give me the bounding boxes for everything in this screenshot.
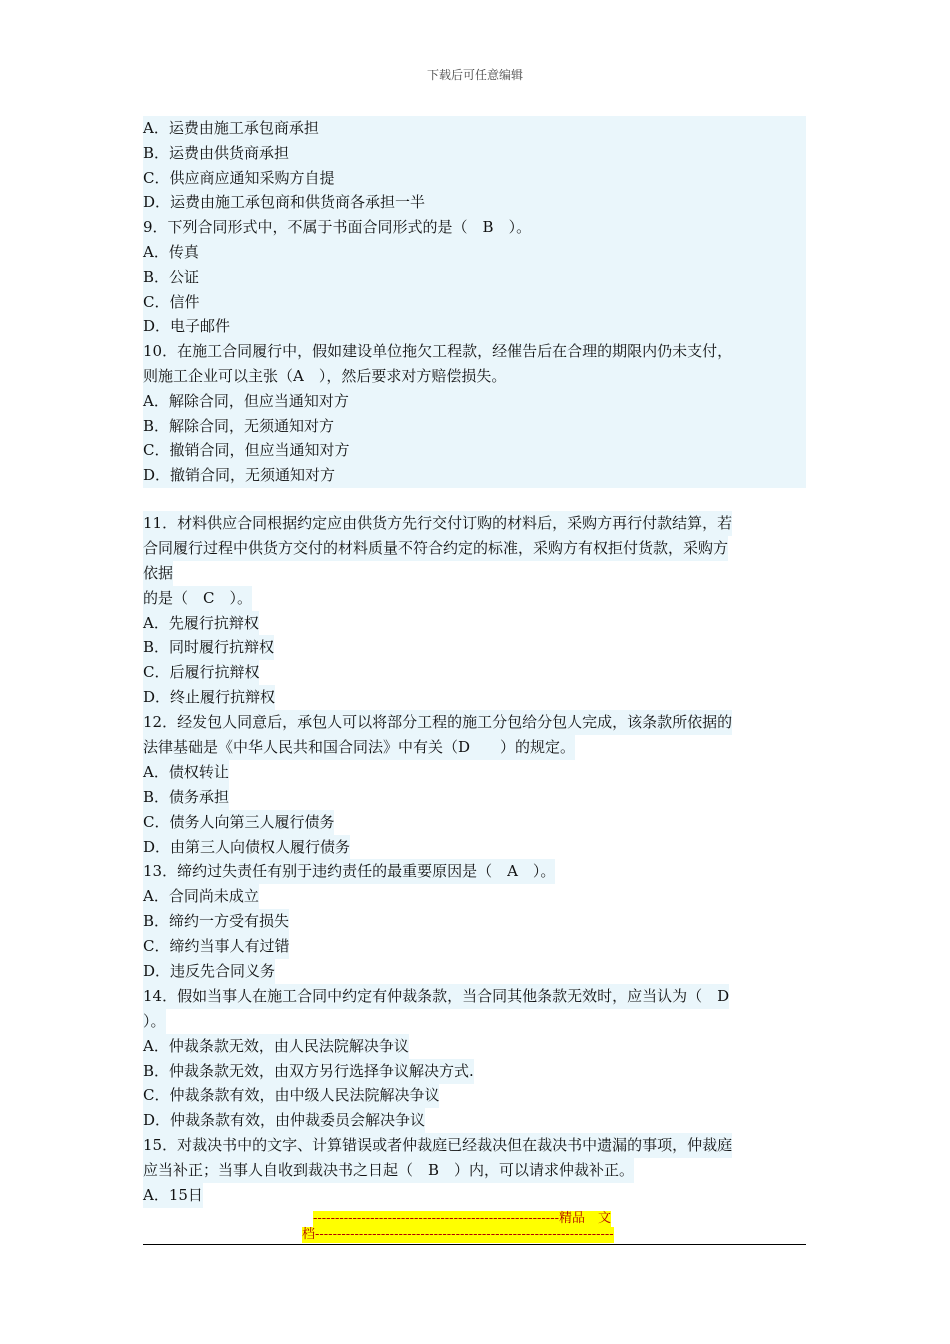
option-d: D．由第三人向债权人履行债务 xyxy=(143,835,350,860)
question-11-line-2: 合同履行过程中供货方交付的材料质量不符合约定的标准，采购方有权拒付货款，采购方 xyxy=(143,536,728,561)
question-15-line-1: 15．对裁决书中的文字、计算错误或者仲裁庭已经裁决但在裁决书中遗漏的事项，仲裁庭 xyxy=(143,1133,732,1158)
option-b: B．同时履行抗辩权 xyxy=(143,635,274,660)
option-b: B．仲裁条款无效，由双方另行选择争议解决方式. xyxy=(143,1059,474,1084)
option-a: A．仲裁条款无效，由人民法院解决争议 xyxy=(143,1034,409,1059)
question-14-line-1: 14．假如当事人在施工合同中约定有仲裁条款，当合同其他条款无效时，应当认为（ D xyxy=(143,984,729,1009)
question-block-8-10 xyxy=(143,116,806,488)
option-d: D．运费由施工承包商和供货商各承担一半 xyxy=(143,193,426,212)
option-b: B．缔约一方受有损失 xyxy=(143,909,289,934)
option-a: A．传真 xyxy=(143,242,199,261)
option-d: D．仲裁条款有效，由仲裁委员会解决争议 xyxy=(143,1108,425,1133)
question-13: 13．缔约过失责任有别于违约责任的最重要原因是（ A ）。 xyxy=(143,859,555,884)
option-a: A．运费由施工承包商承担 xyxy=(143,119,319,137)
option-c: C．信件 xyxy=(143,292,200,311)
option-a: A．合同尚未成立 xyxy=(143,884,259,909)
option-b: B．解除合同，无须通知对方 xyxy=(143,416,335,435)
question-12-line-1: 12．经发包人同意后，承包人可以将部分工程的施工分包给分包人完成，该条款所依据的 xyxy=(143,710,732,735)
question-block-11-15 xyxy=(143,511,806,1208)
option-b: B．债务承担 xyxy=(143,785,229,810)
option-d: D．终止履行抗辩权 xyxy=(143,685,275,710)
question-10-line-2: 则施工企业可以主张（A ），然后要求对方赔偿损失。 xyxy=(143,366,507,385)
option-c: C．后履行抗辩权 xyxy=(143,660,259,685)
footer-watermark-line-1: --------------------------------------------------------精品 文 xyxy=(313,1211,611,1226)
option-a: A．债权转让 xyxy=(143,760,229,785)
option-d: D．撤销合同，无须通知对方 xyxy=(143,466,336,485)
page-header: 下载后可任意编辑 xyxy=(426,68,523,82)
option-d: D．违反先合同义务 xyxy=(143,959,275,984)
question-14-line-2: ）。 xyxy=(143,1009,166,1034)
option-a: A．先履行抗辩权 xyxy=(143,611,259,636)
option-d: D．电子邮件 xyxy=(143,317,231,336)
option-c: C．仲裁条款有效，由中级人民法院解决争议 xyxy=(143,1083,439,1108)
option-c: C．撤销合同，但应当通知对方 xyxy=(143,441,350,460)
option-a: A．解除合同，但应当通知对方 xyxy=(143,391,349,410)
footer-rule xyxy=(143,1244,806,1245)
option-b: B．运费由供货商承担 xyxy=(143,143,290,162)
option-c: C．缔约当事人有过错 xyxy=(143,934,289,959)
question-11-line-1: 11．材料供应合同根据约定应由供货方先行交付订购的材料后，采购方再行付款结算，若 xyxy=(143,511,732,536)
question-9: 9．下列合同形式中，不属于书面合同形式的是（ B ）。 xyxy=(143,218,532,237)
option-c: C．供应商应通知采购方自提 xyxy=(143,168,335,187)
option-b: B．公证 xyxy=(143,267,200,286)
question-11-line-3: 依据 xyxy=(143,561,173,586)
question-11-line-4: 的是（ C ）。 xyxy=(143,586,252,611)
option-a: A．15日 xyxy=(143,1183,203,1208)
option-c: C．债务人向第三人履行债务 xyxy=(143,810,334,835)
question-10-line-1: 10．在施工合同履行中，假如建设单位拖欠工程款，经催告后在合理的期限内仍未支付， xyxy=(143,342,733,361)
question-15-line-2: 应当补正；当事人自收到裁决书之日起（ B ）内，可以请求仲裁补正。 xyxy=(143,1158,634,1183)
footer-watermark-line-2: 档-------------------------------------------------------------------- xyxy=(302,1227,614,1242)
question-12-line-2: 法律基础是《中华人民共和国合同法》中有关（D ）的规定。 xyxy=(143,735,575,760)
